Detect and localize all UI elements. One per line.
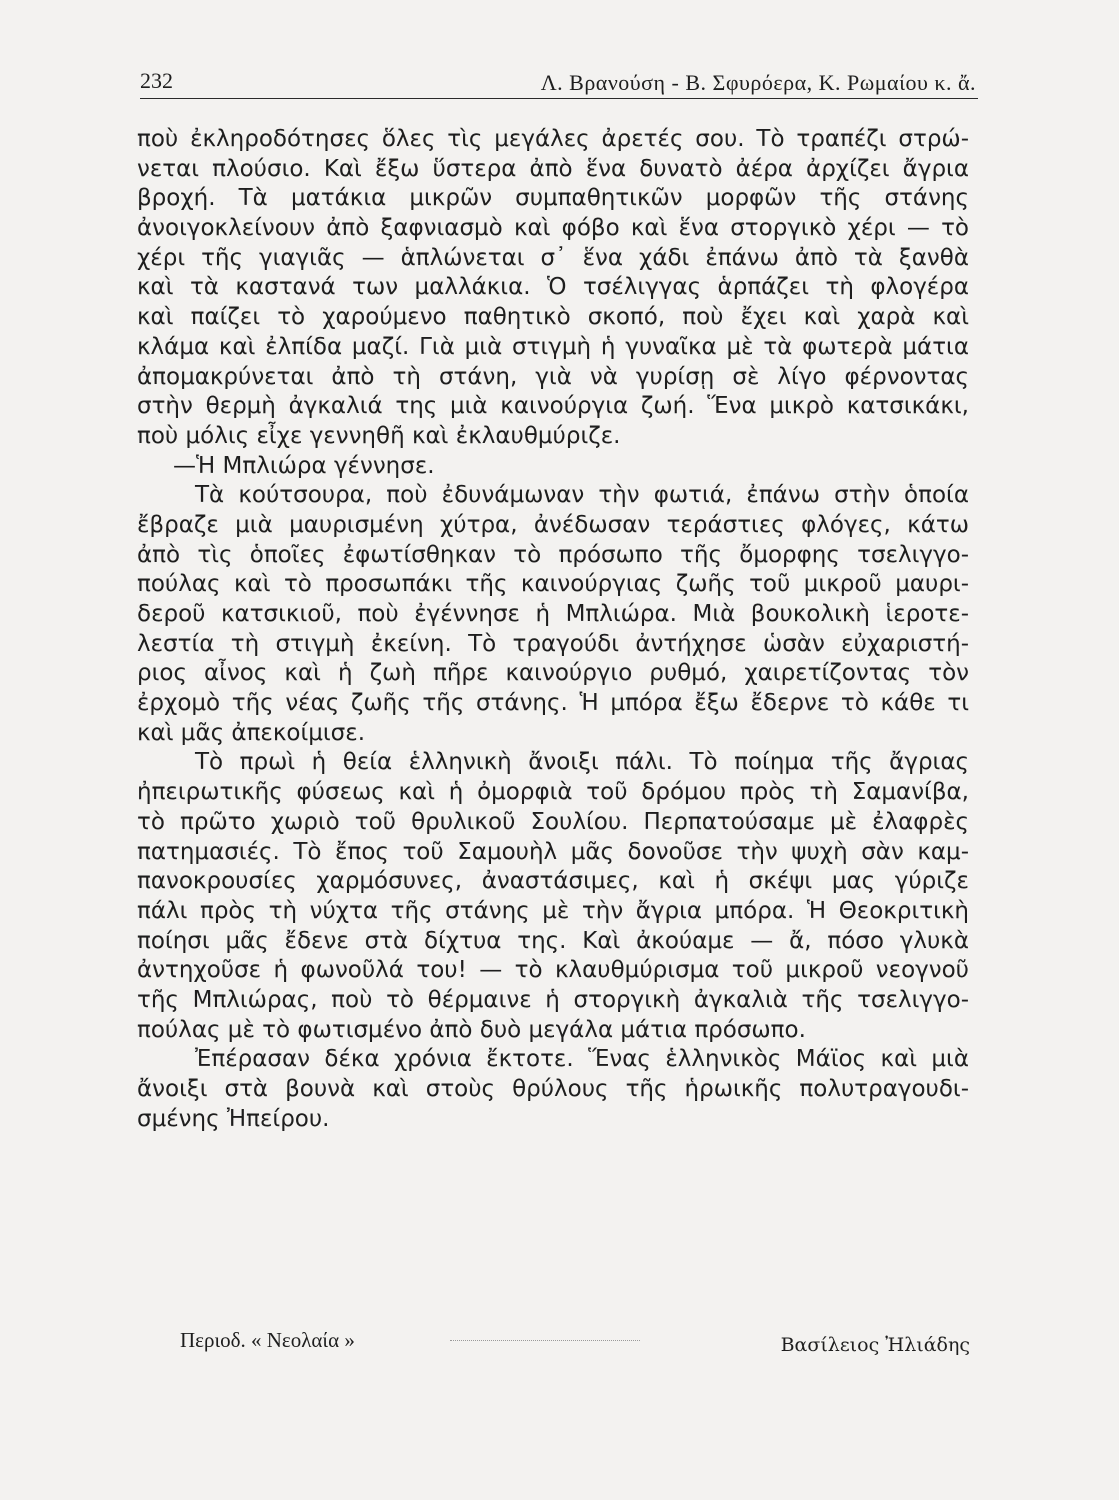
text-line: ἀπὸ τὶς ὁποῖες ἐφωτίσθηκαν τὸ πρόσωπο τῆς ὄμορφης τσελιγγο- [137, 541, 969, 568]
text-line: κλάμα καὶ ἐλπίδα μαζί. Γιὰ μιὰ στιγμὴ ἡ γυναῖκα μὲ τὰ φωτερὰ μάτια [137, 333, 969, 360]
text-line: νεται πλούσιο. Καὶ ἔξω ὕστερα ἀπὸ ἕνα δυνατὸ ἀέρα ἀρχίζει ἄγρια [137, 155, 969, 182]
text-line: βροχή. Τὰ ματάκια μικρῶν συμπαθητικῶν μορφῶν τῆς στάνης [137, 185, 969, 212]
running-head: Λ. Βρανούση - Β. Σφυρόερα, Κ. Ρωμαίου κ. ἄ. [540, 70, 976, 95]
text-line: ἀντηχοῦσε ἡ φωνοῦλά του! — τὸ κλαυθμύρισμα τοῦ μικροῦ νεογνοῦ [137, 957, 969, 984]
text-line: πατημασιές. Τὸ ἔπος τοῦ Σαμουὴλ μᾶς δονοῦσε τὴν ψυχὴ σὰν καμ- [137, 838, 969, 865]
text-line: τὸ πρῶτο χωριὸ τοῦ θρυλικοῦ Σουλίου. Περπατούσαμε μὲ ἐλαφρὲς [137, 808, 969, 835]
author-signature: Βασίλειος Ἠλιάδης [780, 1334, 970, 1356]
ornament-divider [450, 1340, 640, 1341]
text-line: ἠπειρωτικῆς φύσεως καὶ ἡ ὀμορφιὰ τοῦ δρόμου πρὸς τὴ Σαμανίβα, [137, 779, 969, 806]
body-text [137, 125, 969, 1134]
text-line: πούλας μὲ τὸ φωτισμένο ἀπὸ δυὸ μεγάλα μάτια πρόσωπο. [137, 1016, 806, 1043]
text-line: πανοκρουσίες χαρμόσυνες, ἀναστάσιμες, καὶ ἡ σκέψι μας γύριζε [137, 868, 969, 895]
page-number: 232 [140, 68, 173, 93]
text-line: ριος αἶνος καὶ ἡ ζωὴ πῆρε καινούργιο ρυθμό, χαιρετίζοντας τὸν [137, 660, 969, 687]
text-line: πάλι πρὸς τὴ νύχτα τῆς στάνης μὲ τὴν ἄγρια μπόρα. Ἡ Θεοκριτικὴ [137, 897, 969, 924]
text-line: χέρι τῆς γιαγιᾶς — ἁπλώνεται σ᾽ ἕνα χάδι ἐπάνω ἀπὸ τὰ ξανθὰ [137, 244, 969, 271]
text-line: καὶ παίζει τὸ χαρούμενο παθητικὸ σκοπό, ποὺ ἔχει καὶ χαρὰ καὶ [137, 304, 969, 331]
source-citation: Περιοδ. « Νεολαία » [180, 1328, 355, 1352]
text-line: δεροῦ κατσικιοῦ, ποὺ ἐγέννησε ἡ Μπλιώρα. Μιὰ βουκολικὴ ἱεροτε- [137, 601, 969, 627]
text-line: ἄνοιξι στὰ βουνὰ καὶ στοὺς θρύλους τῆς ἡρωικῆς πολυτραγουδι- [137, 1076, 969, 1102]
text-line: ἐρχομὸ τῆς νέας ζωῆς τῆς στάνης. Ἡ μπόρα ἔξω ἔδερνε τὸ κάθε τι [137, 690, 969, 717]
text-line: ἀπομακρύνεται ἀπὸ τὴ στάνη, γιὰ νὰ γυρίσῃ σὲ λίγο φέρνοντας [137, 363, 969, 390]
text-line: στὴν θερμὴ ἀγκαλιά της μιὰ καινούργια ζωή. Ἕνα μικρὸ κατσικάκι, [137, 393, 969, 420]
text-line: Τὸ πρωὶ ἡ θεία ἑλληνικὴ ἄνοιξι πάλι. Τὸ ποίημα τῆς ἄγριας [195, 749, 969, 776]
text-line: λεστία τὴ στιγμὴ ἐκείνη. Τὸ τραγούδι ἀντήχησε ὡσὰν εὐχαριστή- [137, 630, 969, 657]
text-line: Ἐπέρασαν δέκα χρόνια ἔκτοτε. Ἕνας ἑλληνικὸς Μάϊος καὶ μιὰ [195, 1046, 969, 1073]
text-line: ἔβραζε μιὰ μαυρισμένη χύτρα, ἀνέδωσαν τεράστιες φλόγες, κάτω [137, 511, 969, 538]
page-footer [180, 1328, 970, 1368]
text-line: ποὺ ἐκληροδότησες ὅλες τὶς μεγάλες ἀρετές σου. Τὸ τραπέζι στρώ- [137, 126, 969, 152]
text-line: Τὰ κούτσουρα, ποὺ ἐδυνάμωναν τὴν φωτιά, ἐπάνω στὴν ὁποία [195, 482, 969, 509]
text-line: καὶ μᾶς ἀπεκοίμισε. [137, 719, 366, 746]
page-header [140, 62, 978, 99]
text-line: ἀνοιγοκλείνουν ἀπὸ ξαφνιασμὸ καὶ φόβο καὶ ἕνα στοργικὸ χέρι — τὸ [137, 215, 969, 242]
text-line: τῆς Μπλιώρας, ποὺ τὸ θέρμαινε ἡ στοργικὴ ἀγκαλιὰ τῆς τσελιγγο- [137, 986, 969, 1013]
text-line: καὶ τὰ καστανά των μαλλάκια. Ὁ τσέλιγγας ἁρπάζει τὴ φλογέρα [137, 274, 969, 301]
text-line: σμένης Ἠπείρου. [137, 1105, 330, 1132]
text-line: πούλας καὶ τὸ προσωπάκι τῆς καινούργιας ζωῆς τοῦ μικροῦ μαυρι- [137, 571, 969, 598]
text-line: ποίησι μᾶς ἔδενε στὰ δίχτυα της. Καὶ ἀκούαμε — ἄ, πόσο γλυκὰ [137, 927, 969, 954]
text-line: ποὺ μόλις εἶχε γεννηθῆ καὶ ἐκλαυθμύριζε. [137, 422, 621, 449]
text-line: —Ἡ Μπλιώρα γέννησε. [173, 452, 435, 479]
